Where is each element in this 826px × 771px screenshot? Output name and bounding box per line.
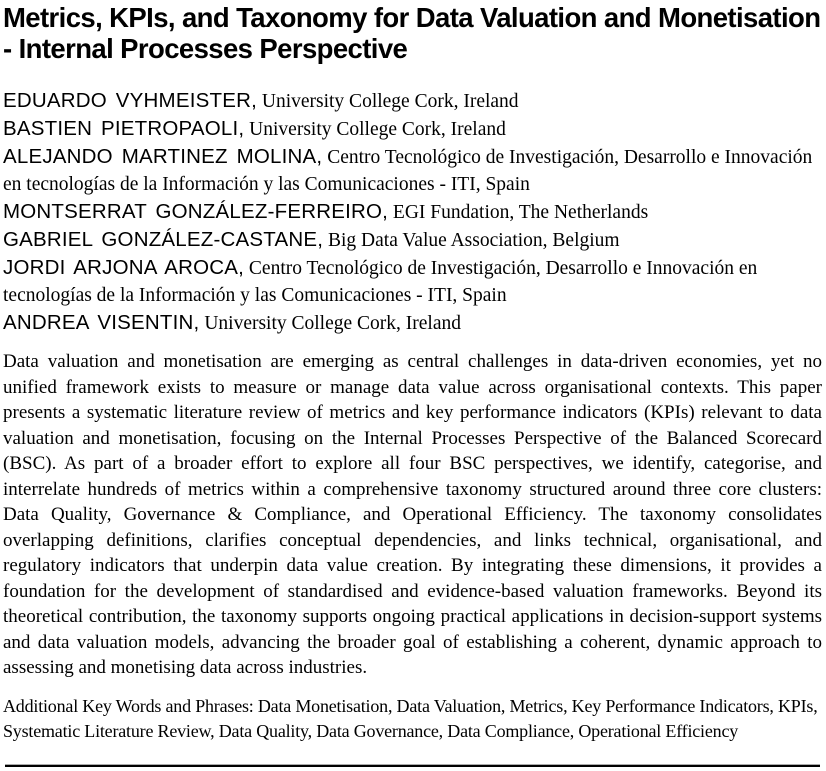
keywords-text: Additional Key Words and Phrases: Data Monetisation, Data Valuation, Metrics, Key Performance Indicators, KPIs, Systematic Literature Review, Data Quality, Data Governance, Data Compliance, Operational Efficiency (3, 695, 818, 741)
author-name: ANDREA VISENTIN, (3, 311, 200, 334)
author-name: ALEJANDO MARTINEZ MOLINA, (3, 145, 323, 168)
author-entry (3, 198, 822, 226)
author-entry (3, 143, 822, 198)
abstract-text: Data valuation and monetisation are emerging as central challenges in data-driven economies, yet no unified framework exists to measure or manage data value across organisational contexts. This paper presents a systematic literature review of metrics and key performance indicators (KPIs) relevant to data valuation and monetisation, focusing on the Internal Processes Perspective of the Balanced Scorecard (BSC). As part of a broader effort to explore all four BSC perspectives, we identify, categorise, and interrelate hundreds of metrics within a comprehensive taxonomy structured around three core clusters: Data Quality, Governance & Compliance, and Operational Efficiency. The taxonomy consolidates overlapping definitions, clarifies conceptual dependencies, and links technical, organisational, and regulatory indicators that underpin data value creation. By integrating these dimensions, it provides a foundation for the development of standardised and evidence-based valuation frameworks. Beyond its theoretical contribution, the taxonomy supports ongoing practical applications in decision-support systems and data valuation models, advancing the broader goal of establishing a coherent, dynamic approach to assessing and monetising data across industries. (3, 351, 822, 678)
author-affiliation: University College Cork, Ireland (204, 313, 462, 334)
footnote-rule (5, 765, 820, 767)
author-entry (3, 226, 822, 254)
author-entry (3, 115, 822, 143)
paper-title: Metrics, KPIs, and Taxonomy for Data Valuation and Monetisation - Internal Processes Perspective (3, 2, 821, 64)
author-name: GABRIEL GONZÁLEZ-CASTANE, (3, 228, 324, 251)
author-affiliation: Big Data Value Association, Belgium (328, 230, 620, 251)
authors-block (3, 87, 822, 337)
author-name: JORDI ARJONA AROCA, (3, 256, 245, 279)
author-entry (3, 87, 822, 115)
author-affiliation: University College Cork, Ireland (249, 119, 506, 140)
author-name: BASTIEN PIETROPAOLI, (3, 117, 245, 140)
author-affiliation: Centro Tecnológico de Investigación, Desarrollo e Innovación en tecnologías de la Información y las Comunicaciones - ITI, Spain (3, 258, 758, 306)
author-name: MONTSERRAT GONZÁLEZ-FERREIRO, (3, 200, 389, 223)
author-entry (3, 254, 822, 309)
author-affiliation: University College Cork, Ireland (261, 91, 519, 112)
author-affiliation: Centro Tecnológico de Investigación, Desarrollo e Innovación en tecnologías de la Información y las Comunicaciones - ITI, Spain (3, 147, 813, 195)
author-name: EDUARDO VYHMEISTER, (3, 89, 257, 112)
author-entry (3, 309, 822, 337)
author-affiliation: EGI Fundation, The Netherlands (392, 202, 649, 223)
